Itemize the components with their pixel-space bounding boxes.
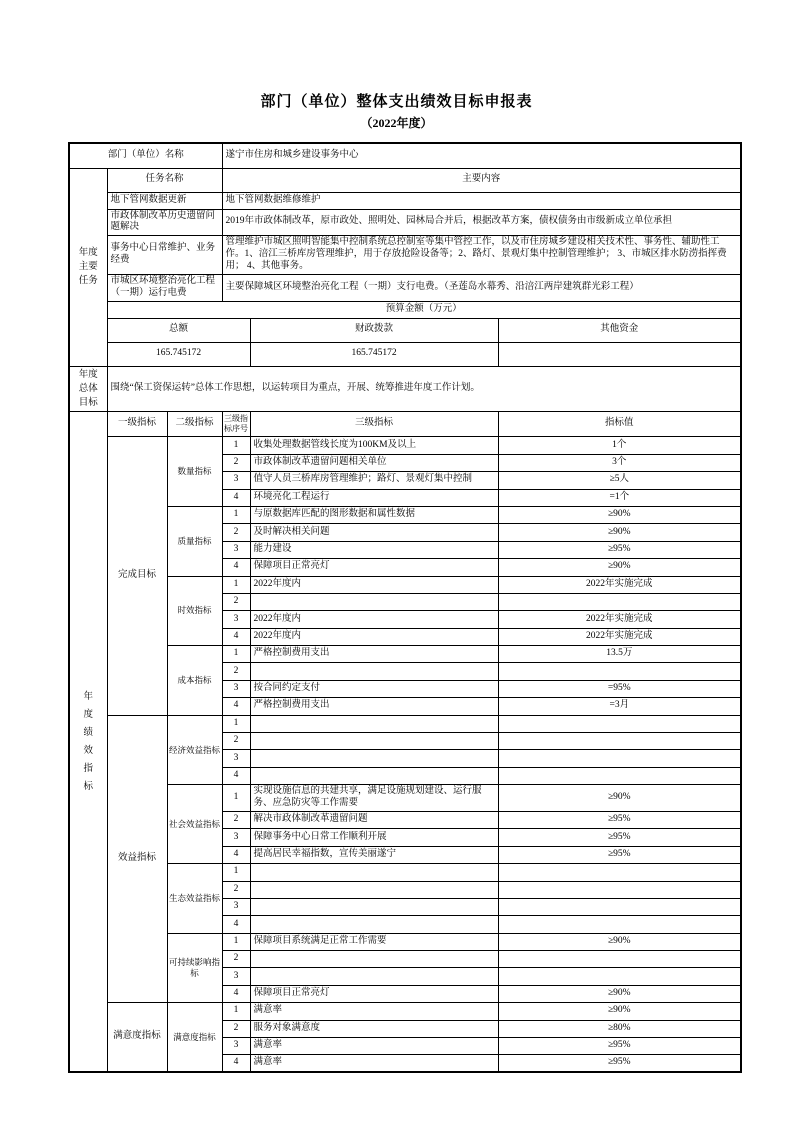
indicator-value: ≥5人 xyxy=(498,472,741,489)
indicator-name: 市政体制改革遗留问题相关单位 xyxy=(250,454,498,471)
indicator-value: 2022年实施完成 xyxy=(498,628,741,645)
indicator-row xyxy=(69,715,741,732)
indicator-no: 1 xyxy=(222,1003,250,1020)
indicator-no: 4 xyxy=(222,985,250,1002)
indicator-no: 1 xyxy=(222,437,250,454)
indicator-no: 2 xyxy=(222,593,250,610)
indicator-name xyxy=(250,715,498,732)
indicator-name: 满意率 xyxy=(250,1038,498,1055)
level2-cell: 经济效益指标 xyxy=(167,715,222,785)
indicator-name: 服务对象满意度 xyxy=(250,1020,498,1037)
indicator-row xyxy=(69,437,741,454)
indicator-no: 4 xyxy=(222,846,250,863)
indicator-row xyxy=(69,506,741,523)
indicator-no: 3 xyxy=(222,968,250,985)
indicator-value xyxy=(498,593,741,610)
indicator-no: 2 xyxy=(222,1020,250,1037)
indicator-row xyxy=(69,1003,741,1020)
level2-header: 二级指标 xyxy=(167,412,222,437)
indicator-name xyxy=(250,898,498,915)
indicator-name xyxy=(250,767,498,784)
indicator-name: 与原数据库匹配的图形数据和属性数据 xyxy=(250,506,498,523)
level1-cell: 完成目标 xyxy=(107,437,167,715)
indicator-no: 4 xyxy=(222,559,250,576)
task-row xyxy=(69,274,741,301)
level1-cell: 效益指标 xyxy=(107,715,167,1003)
indicator-no: 3 xyxy=(222,898,250,915)
indicator-name xyxy=(250,968,498,985)
indicator-name: 值守人员三桥库房管理维护；路灯、景观灯集中控制 xyxy=(250,472,498,489)
indicator-no: 3 xyxy=(222,829,250,846)
indicator-row xyxy=(69,646,741,663)
indicator-value: ≥95% xyxy=(498,1038,741,1055)
indicator-row xyxy=(69,933,741,950)
indicator-value: ≥90% xyxy=(498,506,741,523)
indicator-name: 及时解决相关问题 xyxy=(250,524,498,541)
budget-value-row xyxy=(69,342,741,366)
dept-name-value: 遂宁市住房和城乡建设事务中心 xyxy=(222,143,741,168)
indicator-no: 1 xyxy=(222,576,250,593)
task-content: 2019年市政体制改革，原市政处、照明处、园林局合并后，根据改革方案，债权债务由市级新成立单位承担 xyxy=(222,209,741,236)
page-title: 部门（单位）整体支出绩效目标申报表 xyxy=(260,94,533,110)
value-header: 指标值 xyxy=(498,412,741,437)
indicator-value: ≥95% xyxy=(498,1055,741,1072)
indicator-no: 2 xyxy=(222,454,250,471)
indicator-value: 2022年实施完成 xyxy=(498,611,741,628)
indicator-value: ≥90% xyxy=(498,985,741,1002)
indicator-name: 实现设施信息的共建共享，满足设施规划建设、运行服务、应急防灾等工作需要 xyxy=(250,785,498,812)
task-content: 地下管网数据维修维护 xyxy=(222,192,741,209)
indicator-name: 2022年度内 xyxy=(250,576,498,593)
task-name: 地下管网数据更新 xyxy=(107,192,222,209)
budget-other-value xyxy=(498,342,741,366)
indicator-name xyxy=(250,593,498,610)
indicator-name: 提高居民幸福指数，宣传美丽遂宁 xyxy=(250,846,498,863)
task-name: 事务中心日常维护、业务经费 xyxy=(107,236,222,275)
indicator-no: 1 xyxy=(222,646,250,663)
task-content: 主要保障城区环境整治亮化工程（一期）支行电费。（圣莲岛水幕秀、沿涪江两岸建筑群光彩工程） xyxy=(222,274,741,301)
level1-header: 一级指标 xyxy=(107,412,167,437)
budget-other-header: 其他资金 xyxy=(498,318,741,342)
dept-name-label: 部门（单位）名称 xyxy=(69,143,222,168)
budget-total-header: 总额 xyxy=(107,318,250,342)
indicator-name xyxy=(250,951,498,968)
indicator-value: 3个 xyxy=(498,454,741,471)
level2-cell: 时效指标 xyxy=(167,576,222,646)
indicator-value: ≥90% xyxy=(498,524,741,541)
task-content: 管理维护市城区照明智能集中控制系统总控制室等集中管控工作，以及市住房城乡建设相关技术性、事务性、辅助性工作。1、涪江三桥库房管理维护，用于存放抢险设备等；2、路灯、景观灯集中控制管理维护； 3、市城区排水防涝指挥费用； 4、其他事务。 xyxy=(222,236,741,275)
budget-header-row xyxy=(69,318,741,342)
indicator-value: ≥95% xyxy=(498,846,741,863)
indicator-value: =95% xyxy=(498,680,741,697)
indicator-no: 1 xyxy=(222,715,250,732)
indicator-no: 1 xyxy=(222,506,250,523)
page-subtitle: （2022年度） xyxy=(360,116,433,130)
indicator-no: 3 xyxy=(222,611,250,628)
indicator-no: 2 xyxy=(222,733,250,750)
indicator-value: ≥90% xyxy=(498,1003,741,1020)
indicator-name: 2022年度内 xyxy=(250,611,498,628)
indicator-value xyxy=(498,715,741,732)
task-name-header: 任务名称 xyxy=(107,168,222,192)
level1-cell: 满意度指标 xyxy=(107,1003,167,1073)
indicator-name xyxy=(250,864,498,881)
indicator-no: 4 xyxy=(222,628,250,645)
level2-cell: 可持续影响指标 xyxy=(167,933,222,1003)
indicator-no: 2 xyxy=(222,951,250,968)
annual-goal-row xyxy=(69,366,741,412)
annual-goal-content: 围绕“保工资保运转”总体工作思想，以运转项目为重点，开展、统筹推进年度工作计划。 xyxy=(107,366,741,412)
task-row xyxy=(69,209,741,236)
indicator-value xyxy=(498,916,741,933)
budget-fiscal-header: 财政拨款 xyxy=(250,318,498,342)
level2-cell: 生态效益指标 xyxy=(167,864,222,934)
indicator-value: ≥90% xyxy=(498,933,741,950)
indicator-value xyxy=(498,898,741,915)
annual-tasks-label: 年度主要任务 xyxy=(69,168,107,366)
indicator-value: 13.5万 xyxy=(498,646,741,663)
indicator-value xyxy=(498,951,741,968)
indicator-name xyxy=(250,663,498,680)
indicator-value: ≥90% xyxy=(498,559,741,576)
indicator-row xyxy=(69,785,741,812)
indicator-name: 满意率 xyxy=(250,1003,498,1020)
indicator-row xyxy=(69,576,741,593)
indicator-no: 2 xyxy=(222,663,250,680)
indicator-no: 2 xyxy=(222,524,250,541)
annual-goal-label: 年度总体目标 xyxy=(69,366,107,412)
level2-cell: 数量指标 xyxy=(167,437,222,507)
indicator-no: 3 xyxy=(222,1038,250,1055)
indicator-name xyxy=(250,733,498,750)
indicator-no: 1 xyxy=(222,864,250,881)
indicator-value: ≥90% xyxy=(498,785,741,812)
dept-name-row xyxy=(69,143,741,168)
indicator-name: 解决市政体制改革遗留问题 xyxy=(250,811,498,828)
indicator-no: 3 xyxy=(222,750,250,767)
task-row xyxy=(69,192,741,209)
indicator-name: 收集处理数据管线长度为100KM及以上 xyxy=(250,437,498,454)
budget-fiscal-value: 165.745172 xyxy=(250,342,498,366)
indicator-name: 2022年度内 xyxy=(250,628,498,645)
indicator-no: 4 xyxy=(222,916,250,933)
indicator-value: =3月 xyxy=(498,698,741,715)
indicator-no: 1 xyxy=(222,933,250,950)
indicator-name: 环境亮化工程运行 xyxy=(250,489,498,506)
indicator-value: ≥95% xyxy=(498,541,741,558)
budget-title: 预算金额（万元） xyxy=(107,301,741,318)
indicator-no: 2 xyxy=(222,881,250,898)
level2-cell: 满意度指标 xyxy=(167,1003,222,1073)
indicator-name xyxy=(250,916,498,933)
indicator-name xyxy=(250,881,498,898)
indicator-header-row xyxy=(69,412,741,437)
form-table xyxy=(68,142,742,1073)
indicator-name: 满意率 xyxy=(250,1055,498,1072)
budget-total-value: 165.745172 xyxy=(107,342,250,366)
indicator-name: 严格控制费用支出 xyxy=(250,698,498,715)
indicator-no: 4 xyxy=(222,698,250,715)
indicator-value xyxy=(498,881,741,898)
indicator-value: ≥95% xyxy=(498,829,741,846)
level2-cell: 质量指标 xyxy=(167,506,222,576)
indicator-name xyxy=(250,750,498,767)
indicator-name: 按合同约定支付 xyxy=(250,680,498,697)
task-name: 市城区环境整治亮化工程（一期）运行电费 xyxy=(107,274,222,301)
indicator-name: 保障项目正常亮灯 xyxy=(250,559,498,576)
indicator-value: ≥95% xyxy=(498,811,741,828)
indicator-value xyxy=(498,864,741,881)
indicator-row xyxy=(69,864,741,881)
indicator-value: =1个 xyxy=(498,489,741,506)
indicator-value xyxy=(498,733,741,750)
indicator-value xyxy=(498,968,741,985)
task-header-row xyxy=(69,168,741,192)
indicator-no: 4 xyxy=(222,1055,250,1072)
indicator-no: 3 xyxy=(222,680,250,697)
indicator-no: 1 xyxy=(222,785,250,812)
task-content-header: 主要内容 xyxy=(222,168,741,192)
indicator-value xyxy=(498,750,741,767)
indicator-value: ≥80% xyxy=(498,1020,741,1037)
level2-cell: 社会效益指标 xyxy=(167,785,222,864)
task-row xyxy=(69,236,741,275)
level3-no-header: 三级指标序号 xyxy=(222,412,250,437)
indicator-no: 4 xyxy=(222,489,250,506)
indicator-name: 保障事务中心日常工作顺利开展 xyxy=(250,829,498,846)
indicator-no: 3 xyxy=(222,541,250,558)
performance-indicators-label: 年度绩效指标 xyxy=(69,412,107,1072)
indicator-value: 2022年实施完成 xyxy=(498,576,741,593)
budget-title-row xyxy=(69,301,741,318)
indicator-value xyxy=(498,767,741,784)
indicator-no: 2 xyxy=(222,811,250,828)
indicator-value xyxy=(498,663,741,680)
level2-cell: 成本指标 xyxy=(167,646,222,716)
indicator-no: 3 xyxy=(222,472,250,489)
indicator-value: 1个 xyxy=(498,437,741,454)
indicator-no: 4 xyxy=(222,767,250,784)
indicator-name: 能力建设 xyxy=(250,541,498,558)
indicator-name: 保障项目正常亮灯 xyxy=(250,985,498,1002)
indicator-name: 保障项目系统满足正常工作需要 xyxy=(250,933,498,950)
indicator-name: 严格控制费用支出 xyxy=(250,646,498,663)
level3-header: 三级指标 xyxy=(250,412,498,437)
task-name: 市政体制改革历史遗留问题解决 xyxy=(107,209,222,236)
